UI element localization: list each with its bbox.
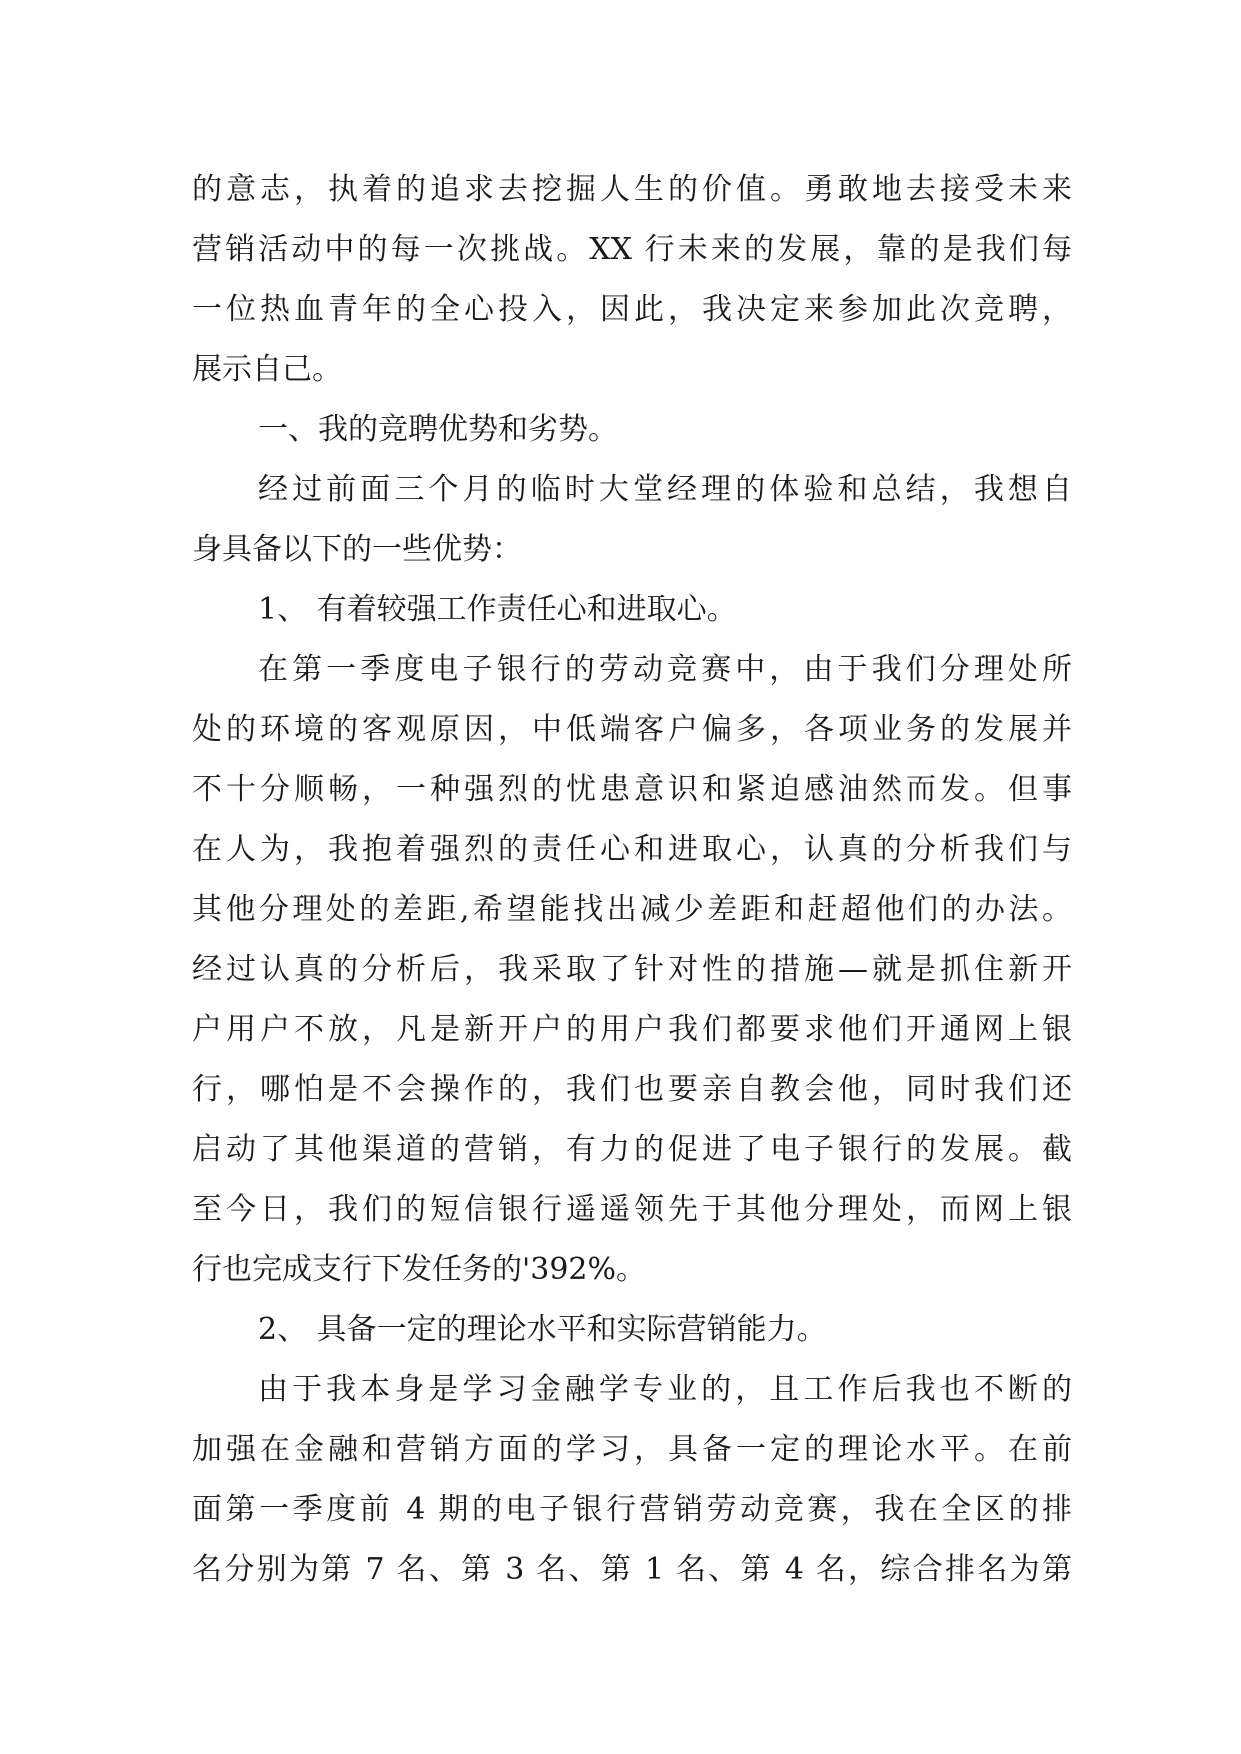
paragraph-line: 处的环境的客观原因，中低端客户偏多，各项业务的发展并 [192,712,1072,747]
paragraph-line: 营销活动中的每一次挑战。XX 行未来的发展，靠的是我们每 [192,232,1072,267]
paragraph-line: 经过前面三个月的临时大堂经理的体验和总结，我想自 [258,472,1072,507]
paragraph-line: 至今日，我们的短信银行遥遥领先于其他分理处，而网上银 [192,1192,1072,1227]
paragraph-line: 不十分顺畅，一种强烈的忧患意识和紧迫感油然而发。但事 [192,772,1072,807]
list-item-heading: 1、 有着较强工作责任心和进取心。 [258,592,737,627]
paragraph-line: 身具备以下的一些优势： [192,532,522,567]
paragraph-line: 户用户不放，凡是新开户的用户我们都要求他们开通网上银 [192,1012,1072,1047]
paragraph-line: 在第一季度电子银行的劳动竞赛中，由于我们分理处所 [258,652,1072,687]
paragraph-line: 行也完成支行下发任务的'392%。 [192,1252,647,1287]
paragraph-line: 面第一季度前 4 期的电子银行营销劳动竞赛，我在全区的排 [192,1492,1072,1527]
list-item-heading: 2、 具备一定的理论水平和实际营销能力。 [258,1312,827,1347]
paragraph-line: 其他分理处的差距,希望能找出减少差距和赶超他们的办法。 [192,892,1072,927]
paragraph-line: 展示自己。 [192,352,342,387]
paragraph-line: 经过认真的分析后，我采取了针对性的措施—就是抓住新开 [192,952,1072,987]
paragraph-line: 名分别为第 7 名、第 3 名、第 1 名、第 4 名，综合排名为第 [192,1552,1072,1587]
paragraph-line: 由于我本身是学习金融学专业的，且工作后我也不断的 [258,1372,1072,1407]
section-heading: 一、我的竞聘优势和劣势。 [258,412,618,447]
paragraph-line: 加强在金融和营销方面的学习，具备一定的理论水平。在前 [192,1432,1072,1467]
paragraph-line: 的意志，执着的追求去挖掘人生的价值。勇敢地去接受未来 [192,172,1072,207]
paragraph-line: 在人为，我抱着强烈的责任心和进取心，认真的分析我们与 [192,832,1072,867]
paragraph-line: 一位热血青年的全心投入，因此，我决定来参加此次竞聘， [192,292,1072,327]
paragraph-line: 启动了其他渠道的营销，有力的促进了电子银行的发展。截 [192,1132,1072,1167]
paragraph-line: 行，哪怕是不会操作的，我们也要亲自教会他，同时我们还 [192,1072,1072,1107]
